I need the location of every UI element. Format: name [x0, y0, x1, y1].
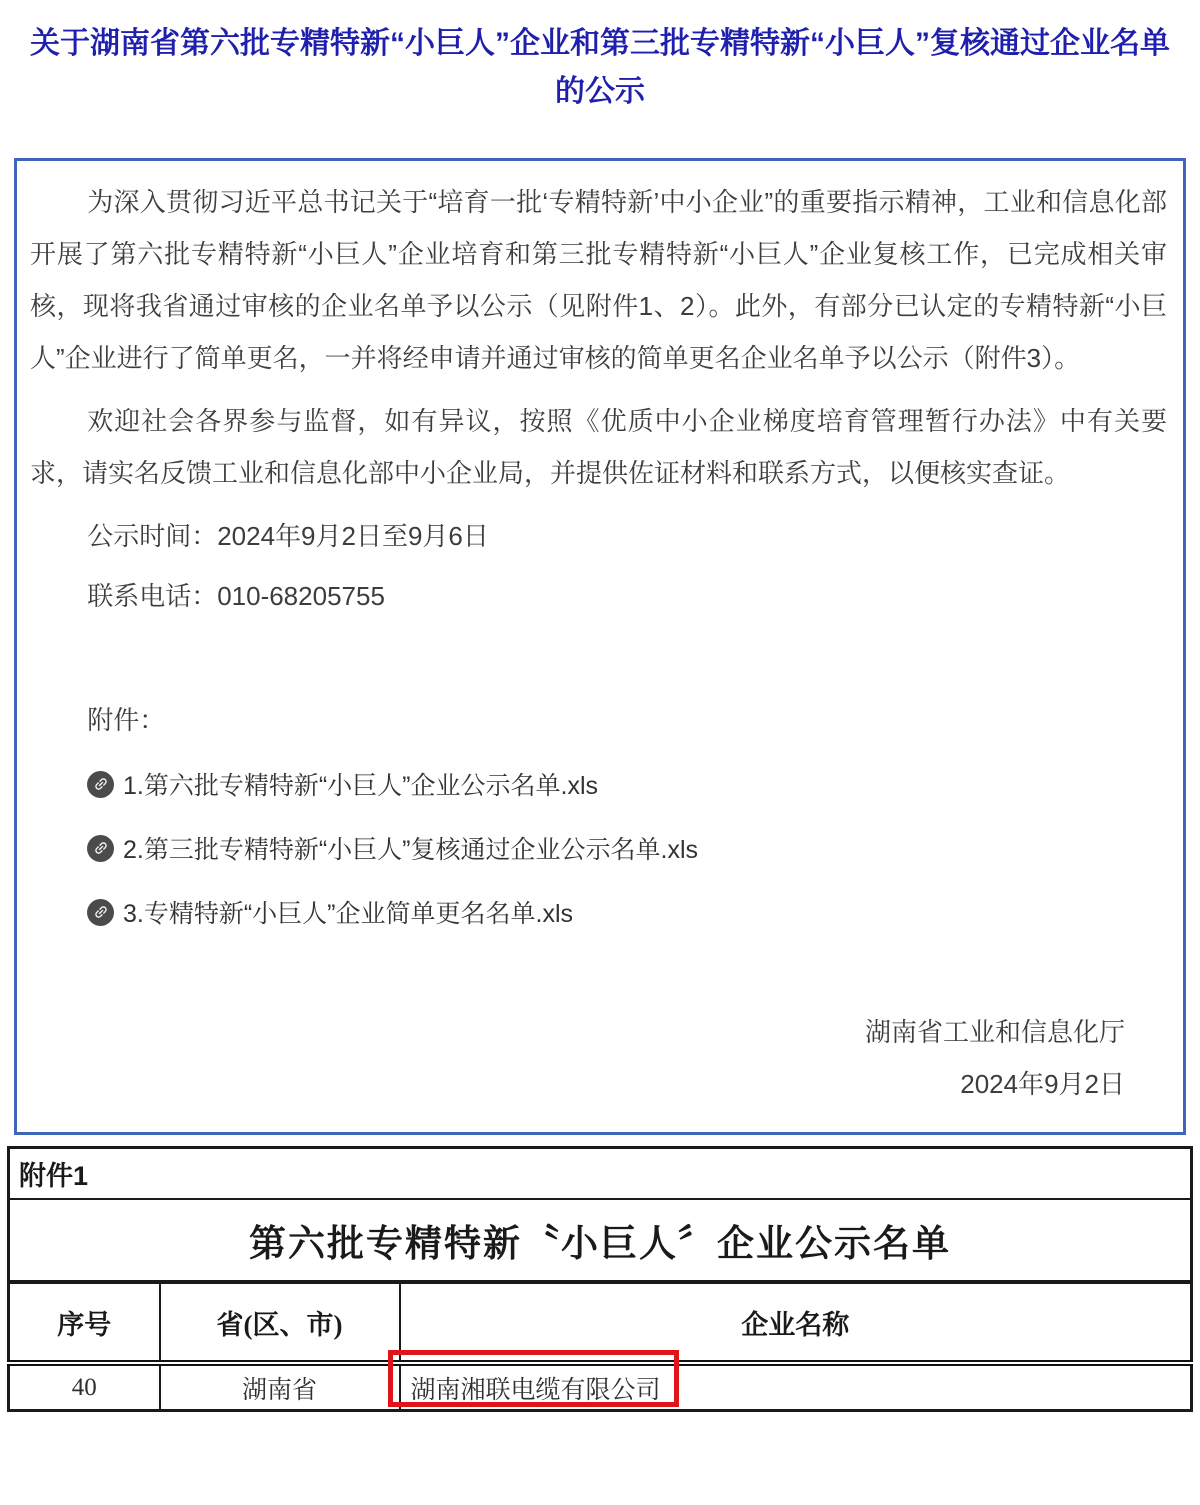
- attachment-link-2[interactable]: [87, 816, 1167, 880]
- page-title-line-2: 的公示: [555, 75, 645, 108]
- issue-date: 2024年9月2日: [960, 1069, 1125, 1099]
- announcement-page: [0, 20, 1200, 1505]
- col-header-index: 序号: [9, 1282, 160, 1363]
- attachment-table-wrap: [7, 1146, 1193, 1412]
- attachment-link-label: 3.专精特新“小巨人”企业简单更名名单.xls: [123, 900, 574, 928]
- attachment-link-1[interactable]: [87, 752, 1167, 816]
- page-title: [12, 20, 1188, 116]
- notice-box: [14, 158, 1186, 1135]
- notice-paragraph-2: 欢迎社会各界参与监督，如有异议，按照《优质中小企业梯度培育管理暂行办法》中有关要求，请实名反馈工业和信息化部中小企业局，并提供佐证材料和联系方式，以便核实查证。: [30, 406, 1167, 488]
- notice-paragraph-1: 为深入贯彻习近平总书记关于“培育一批‘专精特新’中小企业”的重要指示精神，工业和信息化部开展了第六批专精特新“小巨人”企业培育和第三批专精特新“小巨人”企业复核工作，已完成相关审核，现将我省通过审核的企业名单予以公示（见附件1、2）。此外，有部分已认定的专精特新“小巨人”企业进行了简单更名，一并将经申请并通过审核的简单更名企业名单予以公示（附件3）。: [30, 187, 1167, 373]
- attachment-link-label: 2.第三批专精特新“小巨人”复核通过企业公示名单.xls: [123, 836, 699, 864]
- col-header-company: 企业名称: [400, 1282, 1192, 1363]
- link-icon: [87, 899, 114, 926]
- col-header-province: 省(区、市): [160, 1282, 400, 1363]
- table-corner-label: 附件1: [9, 1148, 1192, 1200]
- sign-block: [30, 1006, 1167, 1120]
- attachment-table: [7, 1146, 1193, 1412]
- page-title-line-1: 关于湖南省第六批专精特新“小巨人”企业和第三批专精特新“小巨人”复核通过企业名单: [30, 27, 1170, 60]
- attachment-link-label: 1.第六批专精特新“小巨人”企业公示名单.xls: [123, 772, 599, 800]
- contact-phone: 联系电话：010-68205755: [87, 581, 385, 611]
- cell-index: 40: [9, 1363, 160, 1411]
- cell-province: 湖南省: [160, 1363, 400, 1411]
- publicity-period: 公示时间：2024年9月2日至9月6日: [87, 521, 489, 551]
- attachments-label: 附件：: [87, 705, 166, 735]
- attachment-link-3[interactable]: [87, 880, 1167, 944]
- link-icon: [87, 835, 114, 862]
- table-row: [9, 1363, 1192, 1411]
- link-icon: [87, 771, 114, 798]
- table-title: 第六批专精特新〝小巨人〞企业公示名单: [9, 1199, 1192, 1282]
- issuer: 湖南省工业和信息化厅: [864, 1017, 1125, 1047]
- cell-company: 湖南湘联电缆有限公司: [400, 1363, 1192, 1411]
